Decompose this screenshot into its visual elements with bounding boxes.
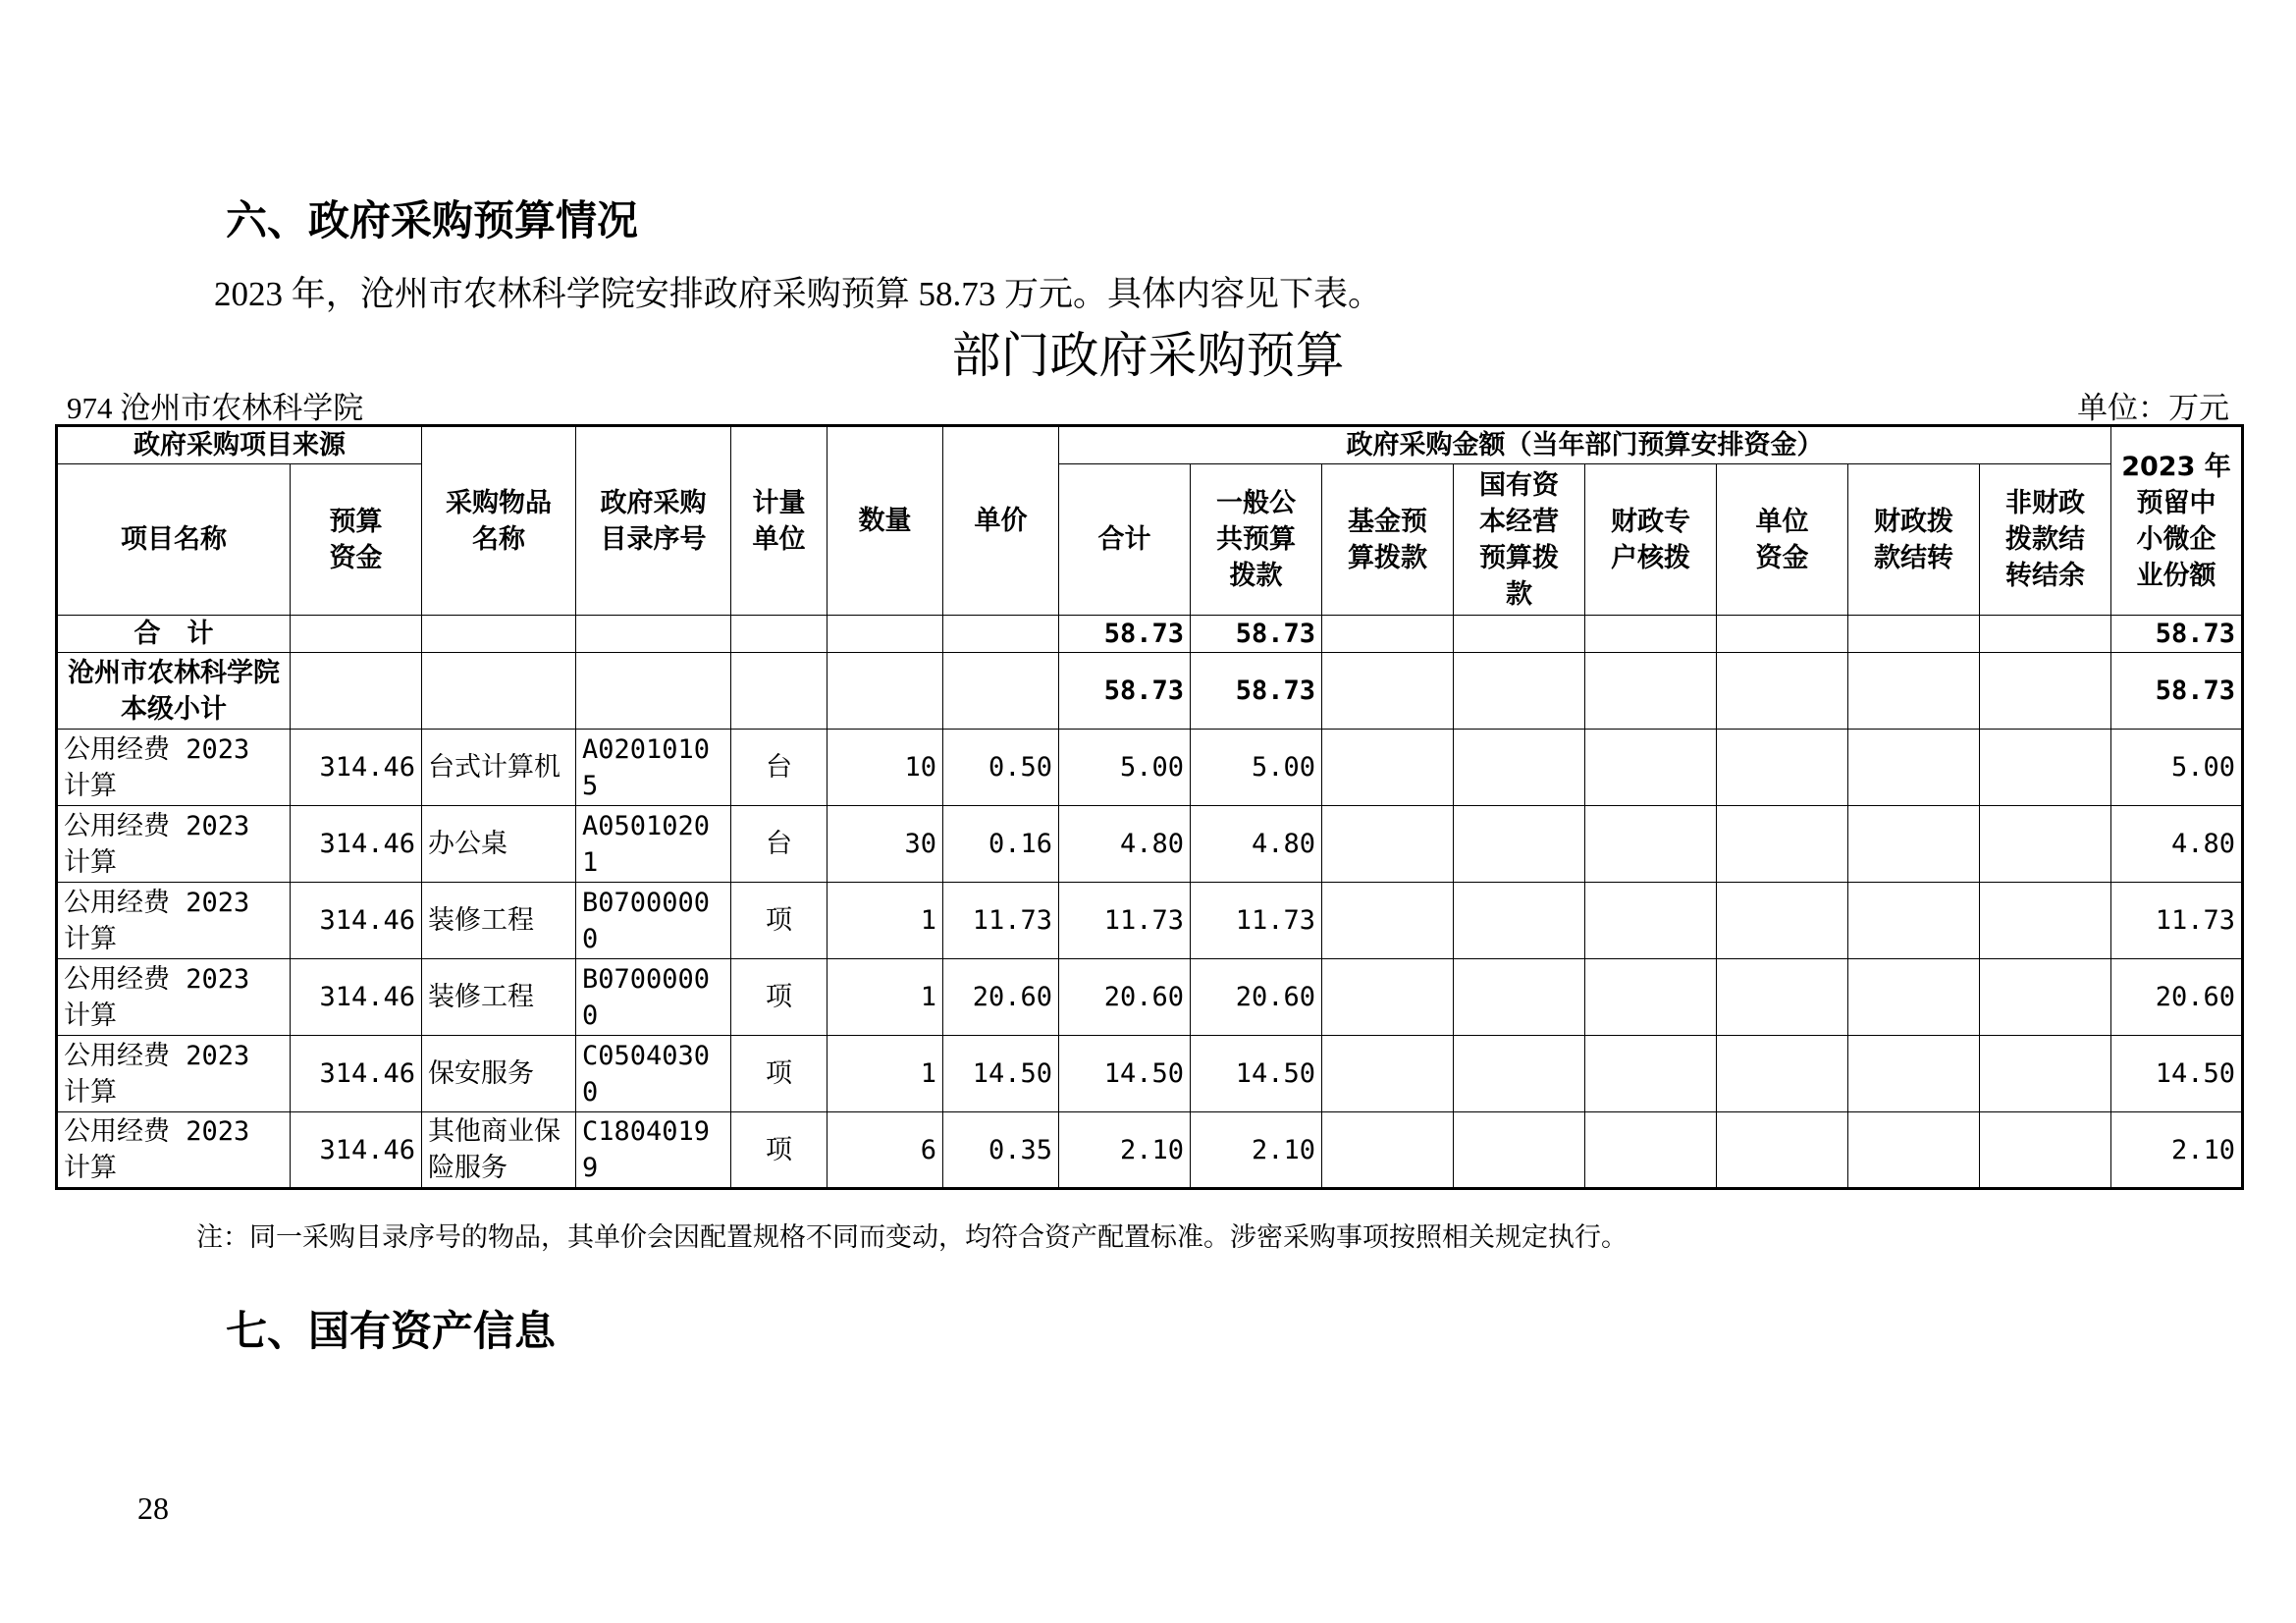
total-row bbox=[57, 616, 2243, 653]
cell-budget: 314.46 bbox=[291, 730, 422, 806]
header-project-name: 项目名称 bbox=[57, 464, 291, 616]
cell-general-public: 11.73 bbox=[1191, 883, 1322, 959]
page-number: 28 bbox=[137, 1490, 169, 1526]
cell-unit-fund bbox=[1717, 883, 1848, 959]
cell-item: 其他商业保险服务 bbox=[422, 1112, 576, 1189]
cell-total: 20.60 bbox=[1059, 959, 1191, 1036]
cell-measure-unit: 项 bbox=[731, 1036, 828, 1112]
cell-state-capital bbox=[1454, 1036, 1585, 1112]
header-total: 合计 bbox=[1059, 464, 1191, 616]
cell-sme-reserved: 4.80 bbox=[2111, 806, 2243, 883]
cell-fiscal-carryover bbox=[1848, 730, 1980, 806]
header-catalog-no: 政府采购 目录序号 bbox=[576, 426, 731, 616]
cell-state-capital bbox=[1454, 806, 1585, 883]
cell-unit-price: 0.16 bbox=[943, 806, 1059, 883]
cell-project: 公用经费 2023 计算 bbox=[57, 730, 291, 806]
header-quantity: 数量 bbox=[828, 426, 943, 616]
cell-fiscal-carryover bbox=[1848, 1112, 1980, 1189]
cell-quantity: 30 bbox=[828, 806, 943, 883]
cell-general-public: 14.50 bbox=[1191, 1036, 1322, 1112]
cell-item: 装修工程 bbox=[422, 959, 576, 1036]
table-row bbox=[57, 1036, 2243, 1112]
cell-fiscal-carryover bbox=[1848, 959, 1980, 1036]
cell-total: 2.10 bbox=[1059, 1112, 1191, 1189]
cell-fiscal-carryover bbox=[1848, 806, 1980, 883]
intro-paragraph: 2023 年，沧州市农林科学院安排政府采购预算 58.73 万元。具体内容见下表。 bbox=[214, 275, 1383, 313]
cell-unit-price: 14.50 bbox=[943, 1036, 1059, 1112]
header-nonfiscal-carryover: 非财政 拨款结 转结余 bbox=[1980, 464, 2111, 616]
cell-nonfiscal-carryover bbox=[1980, 1036, 2111, 1112]
cell-item: 台式计算机 bbox=[422, 730, 576, 806]
cell-project: 公用经费 2023 计算 bbox=[57, 883, 291, 959]
cell-item: 装修工程 bbox=[422, 883, 576, 959]
cell-nonfiscal-carryover bbox=[1980, 730, 2111, 806]
header-unit-fund: 单位 资金 bbox=[1717, 464, 1848, 616]
header-amount-group: 政府采购金额（当年部门预算安排资金） bbox=[1059, 426, 2111, 464]
unit-label: 单位：万元 bbox=[2077, 391, 2229, 426]
cell-fund-budget bbox=[1322, 730, 1454, 806]
cell-state-capital bbox=[1454, 1112, 1585, 1189]
cell-quantity: 10 bbox=[828, 730, 943, 806]
cell-fund-budget bbox=[1322, 806, 1454, 883]
cell-state-capital bbox=[1454, 730, 1585, 806]
cell-sme-reserved: 5.00 bbox=[2111, 730, 2243, 806]
cell-sme-reserved: 2.10 bbox=[2111, 1112, 2243, 1189]
cell-measure-unit: 台 bbox=[731, 806, 828, 883]
cell-project: 公用经费 2023 计算 bbox=[57, 806, 291, 883]
cell-quantity: 1 bbox=[828, 959, 943, 1036]
subtotal-row bbox=[57, 653, 2243, 730]
cell-unit-price: 11.73 bbox=[943, 883, 1059, 959]
cell-fiscal-special bbox=[1585, 959, 1717, 1036]
total-amount: 58.73 bbox=[1059, 616, 1191, 653]
cell-fund-budget bbox=[1322, 1036, 1454, 1112]
table-row bbox=[57, 959, 2243, 1036]
header-source-group: 政府采购项目来源 bbox=[57, 426, 422, 464]
header-general-public: 一般公 共预算 拨款 bbox=[1191, 464, 1322, 616]
cell-catalog-code: A02010105 bbox=[576, 730, 731, 806]
cell-item: 保安服务 bbox=[422, 1036, 576, 1112]
cell-fund-budget bbox=[1322, 959, 1454, 1036]
cell-item: 办公桌 bbox=[422, 806, 576, 883]
cell-total: 11.73 bbox=[1059, 883, 1191, 959]
cell-general-public: 4.80 bbox=[1191, 806, 1322, 883]
cell-budget: 314.46 bbox=[291, 1112, 422, 1189]
cell-project: 公用经费 2023 计算 bbox=[57, 1112, 291, 1189]
header-fiscal-special: 财政专 户核拨 bbox=[1585, 464, 1717, 616]
cell-catalog-code: A05010201 bbox=[576, 806, 731, 883]
cell-fiscal-special bbox=[1585, 1112, 1717, 1189]
table-note: 注：同一采购目录序号的物品，其单价会因配置规格不同而变动，均符合资产配置标准。涉密采购事项按照相关规定执行。 bbox=[196, 1222, 1628, 1253]
cell-unit-price: 20.60 bbox=[943, 959, 1059, 1036]
cell-unit-fund bbox=[1717, 730, 1848, 806]
cell-budget: 314.46 bbox=[291, 1036, 422, 1112]
cell-measure-unit: 项 bbox=[731, 883, 828, 959]
cell-sme-reserved: 20.60 bbox=[2111, 959, 2243, 1036]
header-item-name: 采购物品 名称 bbox=[422, 426, 576, 616]
cell-total: 4.80 bbox=[1059, 806, 1191, 883]
cell-fund-budget bbox=[1322, 1112, 1454, 1189]
cell-project: 公用经费 2023 计算 bbox=[57, 1036, 291, 1112]
cell-fiscal-carryover bbox=[1848, 883, 1980, 959]
cell-fiscal-special bbox=[1585, 883, 1717, 959]
table-row bbox=[57, 1112, 2243, 1189]
cell-nonfiscal-carryover bbox=[1980, 959, 2111, 1036]
total-label: 合 计 bbox=[57, 616, 291, 653]
cell-unit-fund bbox=[1717, 959, 1848, 1036]
table-row bbox=[57, 730, 2243, 806]
cell-sme-reserved: 11.73 bbox=[2111, 883, 2243, 959]
header-unit-price: 单价 bbox=[943, 426, 1059, 616]
cell-general-public: 2.10 bbox=[1191, 1112, 1322, 1189]
cell-unit-fund bbox=[1717, 806, 1848, 883]
section-heading-7: 七、国有资产信息 bbox=[226, 1307, 557, 1355]
cell-budget: 314.46 bbox=[291, 806, 422, 883]
header-fiscal-carryover: 财政拨 款结转 bbox=[1848, 464, 1980, 616]
cell-fund-budget bbox=[1322, 883, 1454, 959]
table-row bbox=[57, 806, 2243, 883]
cell-total: 5.00 bbox=[1059, 730, 1191, 806]
cell-budget: 314.46 bbox=[291, 959, 422, 1036]
cell-quantity: 1 bbox=[828, 1036, 943, 1112]
cell-nonfiscal-carryover bbox=[1980, 1112, 2111, 1189]
cell-fiscal-special bbox=[1585, 806, 1717, 883]
table-row bbox=[57, 883, 2243, 959]
subtotal-amount: 58.73 bbox=[1059, 653, 1191, 730]
cell-catalog-code: B07000000 bbox=[576, 883, 731, 959]
cell-catalog-code: C18040199 bbox=[576, 1112, 731, 1189]
header-measure-unit: 计量 单位 bbox=[731, 426, 828, 616]
cell-unit-fund bbox=[1717, 1112, 1848, 1189]
cell-fiscal-carryover bbox=[1848, 1036, 1980, 1112]
cell-total: 14.50 bbox=[1059, 1036, 1191, 1112]
subtotal-label: 沧州市农林科学院本级小计 bbox=[57, 653, 291, 730]
cell-unit-price: 0.35 bbox=[943, 1112, 1059, 1189]
cell-nonfiscal-carryover bbox=[1980, 883, 2111, 959]
cell-unit-fund bbox=[1717, 1036, 1848, 1112]
cell-catalog-code: B07000000 bbox=[576, 959, 731, 1036]
cell-project: 公用经费 2023 计算 bbox=[57, 959, 291, 1036]
section-heading-6: 六、政府采购预算情况 bbox=[226, 196, 639, 244]
cell-state-capital bbox=[1454, 959, 1585, 1036]
cell-quantity: 6 bbox=[828, 1112, 943, 1189]
cell-fiscal-special bbox=[1585, 1036, 1717, 1112]
cell-unit-price: 0.50 bbox=[943, 730, 1059, 806]
procurement-budget-table bbox=[55, 424, 2244, 1190]
cell-general-public: 20.60 bbox=[1191, 959, 1322, 1036]
table-title: 部门政府采购预算 bbox=[951, 327, 1345, 384]
header-sme-reserved: 2023 年 预留中 小微企 业份额 bbox=[2111, 426, 2243, 616]
subtotal-general: 58.73 bbox=[1191, 653, 1322, 730]
cell-quantity: 1 bbox=[828, 883, 943, 959]
total-general: 58.73 bbox=[1191, 616, 1322, 653]
cell-catalog-code: C05040300 bbox=[576, 1036, 731, 1112]
cell-sme-reserved: 14.50 bbox=[2111, 1036, 2243, 1112]
cell-state-capital bbox=[1454, 883, 1585, 959]
subtotal-sme: 58.73 bbox=[2111, 653, 2243, 730]
cell-fiscal-special bbox=[1585, 730, 1717, 806]
cell-measure-unit: 台 bbox=[731, 730, 828, 806]
header-state-capital: 国有资 本经营 预算拨 款 bbox=[1454, 464, 1585, 616]
cell-nonfiscal-carryover bbox=[1980, 806, 2111, 883]
header-budget-fund: 预算 资金 bbox=[291, 464, 422, 616]
cell-general-public: 5.00 bbox=[1191, 730, 1322, 806]
cell-measure-unit: 项 bbox=[731, 959, 828, 1036]
total-sme: 58.73 bbox=[2111, 616, 2243, 653]
department-code: 974 沧州市农林科学院 bbox=[67, 391, 364, 425]
header-fund-budget: 基金预 算拨款 bbox=[1322, 464, 1454, 616]
cell-budget: 314.46 bbox=[291, 883, 422, 959]
cell-measure-unit: 项 bbox=[731, 1112, 828, 1189]
